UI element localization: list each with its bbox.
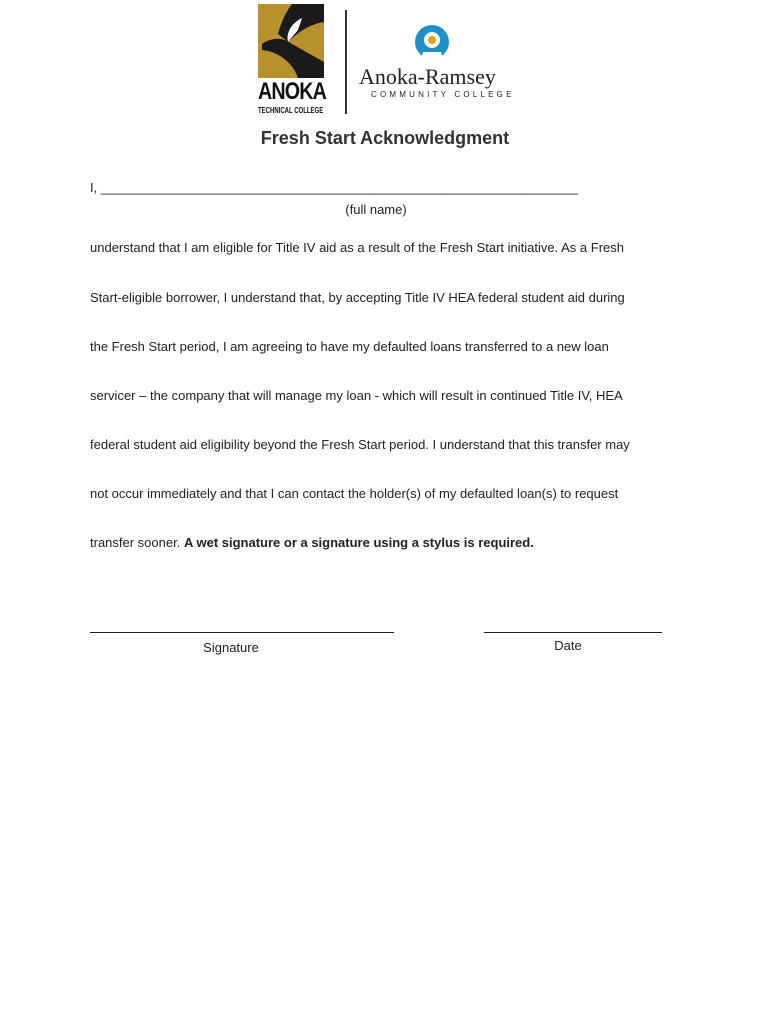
anoka-logo-subtitle: TECHNICAL COLLEGE <box>258 106 324 115</box>
date-field[interactable] <box>484 620 662 633</box>
date-label: Date <box>554 638 582 653</box>
paragraph-line: federal student aid eligibility beyond the Fresh Start period. I understand that this transfer may <box>90 437 630 452</box>
name-prefix: I, <box>90 180 101 195</box>
anoka-ramsey-name: Anoka-Ramsey <box>359 64 496 89</box>
paragraph-line: the Fresh Start period, I am agreeing to have my defaulted loans transferred to a new loan <box>90 339 609 354</box>
logo-divider <box>345 10 347 114</box>
anoka-logo-name: ANOKA <box>258 78 327 105</box>
document-title: Fresh Start Acknowledgment <box>260 128 510 148</box>
signature-label: Signature <box>203 640 259 655</box>
signature-requirement-note: A wet signature or a signature using a stylus is required. <box>183 535 534 550</box>
paragraph-last-plain: transfer sooner. <box>90 535 184 550</box>
anoka-technical-college-logo <box>258 4 327 115</box>
paragraph-line: servicer – the company that will manage my loan - which will result in continued Title IV, HEA <box>90 388 623 403</box>
signature-field[interactable] <box>90 620 394 633</box>
anoka-ramsey-mark-icon <box>413 20 451 64</box>
paragraph-last-line <box>90 535 534 550</box>
paragraph-line: understand that I am eligible for Title IV aid as a result of the Fresh Start initiative. As a Fresh <box>90 240 624 255</box>
anoka-ramsey-subtitle: COMMUNITY COLLEGE <box>371 90 515 99</box>
name-blank: __________________________________________________________________ <box>100 180 579 195</box>
full-name-field[interactable] <box>90 180 578 195</box>
paragraph-line: not occur immediately and that I can contact the holder(s) of my defaulted loan(s) to request <box>90 486 619 501</box>
anoka-logo-mark-icon <box>258 4 324 78</box>
anoka-ramsey-logo <box>355 20 515 110</box>
full-name-caption: (full name) <box>345 202 407 217</box>
paragraph-line: Start-eligible borrower, I understand that, by accepting Title IV HEA federal student aid during <box>90 290 625 305</box>
